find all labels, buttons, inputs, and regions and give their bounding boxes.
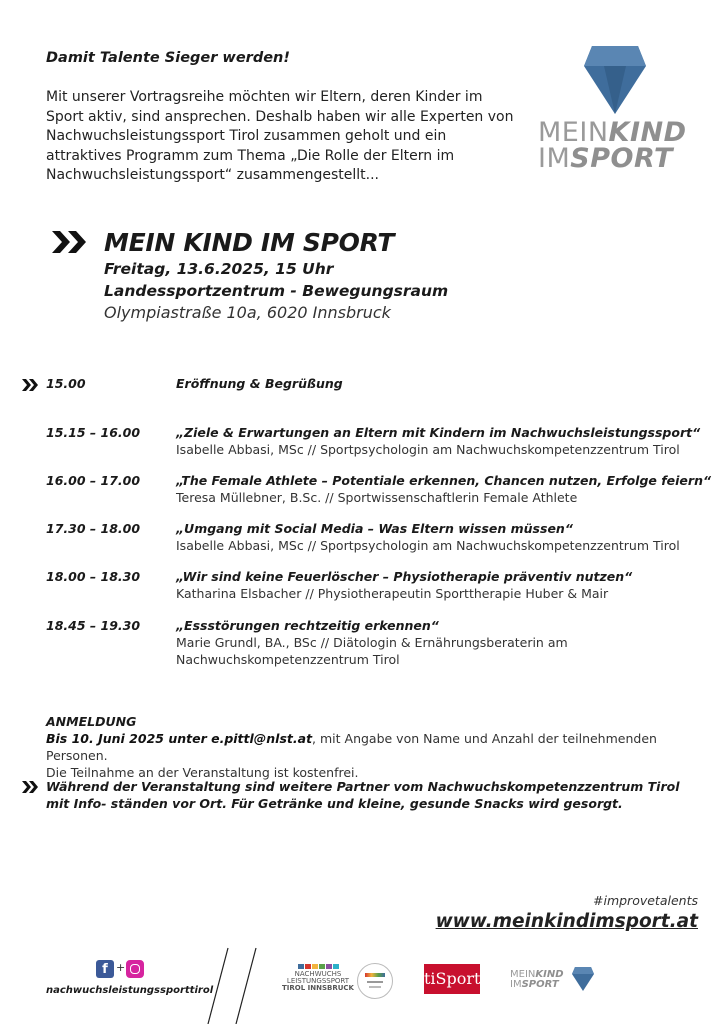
- instagram-icon[interactable]: [126, 960, 144, 978]
- partner-note: Während der Veranstaltung sind weitere Partner vom Nachwuchskompetenzzentrum Tirol mit Info- ständen vor Ort. Für Getränke und kleine, gesunde Snacks wird gesorgt.: [46, 779, 680, 811]
- logo-word: MEIN: [510, 969, 536, 980]
- program-item-title: „Umgang mit Social Media – Was Eltern wissen müssen“: [176, 521, 573, 536]
- registration-fee-note: Die Teilnahme an der Veranstaltung ist kostenfrei.: [46, 765, 359, 780]
- partner-logo-text: NACHWUCHS: [294, 970, 342, 978]
- partner-round-logo: [357, 963, 393, 999]
- program-item-title: „The Female Athlete – Potentiale erkennen, Chancen nutzen, Erfolge feiern“: [176, 473, 712, 488]
- program-item-speaker: Isabelle Abbasi, MSc // Sportpsychologin am Nachwuchskompetenzzentrum Tirol: [176, 442, 680, 457]
- program-item-title: „Wir sind keine Feuerlöscher – Physiotherapie präventiv nutzen“: [176, 569, 633, 584]
- registration-heading: ANMELDUNG: [46, 714, 137, 729]
- registration-text: [46, 730, 686, 781]
- plus-sign: +: [116, 961, 126, 974]
- program-item-speaker: Nachwuchskompetenzzentrum Tirol: [176, 652, 400, 667]
- program-item-time: 16.00 – 17.00: [46, 473, 141, 488]
- program-item-title: „Ziele & Erwartungen an Eltern mit Kindern im Nachwuchsleistungssport“: [176, 425, 701, 440]
- program-item-speaker: Katharina Elsbacher // Physiotherapeutin Sporttherapie Huber & Mair: [176, 586, 609, 601]
- partner-logo-text: TIROL INNSBRUCK: [282, 984, 354, 992]
- website-link[interactable]: www.meinkindimsport.at: [435, 911, 698, 932]
- program-item-time: 18.00 – 18.30: [46, 569, 141, 584]
- program-item-time: 18.45 – 19.30: [46, 618, 141, 633]
- registration-deadline: Bis 10. Juni 2025 unter e.pittl@nlst.at: [46, 731, 313, 746]
- partner-logo-text: LEISTUNGSSPORT: [286, 977, 350, 985]
- nachwuchsleistungssport-logo: [282, 964, 354, 992]
- logo-word: MEIN: [538, 117, 609, 148]
- logo-word: SPORT: [521, 979, 559, 990]
- registration-details: , mit Angabe von Name und Anzahl der teilnehmenden Personen.: [46, 731, 657, 763]
- event-date: Freitag, 13.6.2025, 15 Uhr: [104, 260, 334, 278]
- program-item-speaker: Teresa Müllebner, B.Sc. // Sportwissenschaftlerin Female Athlete: [176, 490, 578, 505]
- divider-slashes: [206, 946, 258, 1024]
- program-item-speaker: Marie Grundl, BA., BSc // Diätologin & Ernährungsberaterin am: [176, 635, 568, 650]
- logo-word: IM: [538, 143, 571, 174]
- double-chevron-icon: [22, 379, 38, 391]
- logo-word: SPORT: [570, 143, 673, 174]
- program-item-speaker: Isabelle Abbasi, MSc // Sportpsychologin am Nachwuchskompetenzzentrum Tirol: [176, 538, 680, 553]
- mein-kind-im-sport-small-logo: [510, 970, 564, 990]
- program-opening-time: 15.00: [46, 376, 86, 391]
- logo-word: KIND: [535, 969, 564, 980]
- event-address: Olympiastraße 10a, 6020 Innsbruck: [104, 303, 391, 322]
- logo-word: IM: [510, 979, 522, 990]
- event-venue: Landessportzentrum - Bewegungsraum: [104, 282, 449, 300]
- program-item-title: „Essstörungen rechtzeitig erkennen“: [176, 618, 439, 633]
- social-handle: nachwuchsleistungssporttirol: [46, 985, 214, 996]
- mein-kind-im-sport-logo: [538, 117, 687, 174]
- hashtag: #improvetalents: [593, 893, 698, 908]
- diamond-logo-icon: [584, 46, 646, 114]
- tisport-logo: tiSport: [424, 964, 480, 994]
- program-item-time: 17.30 – 18.00: [46, 521, 141, 536]
- small-diamond-icon: [572, 967, 594, 991]
- program-opening-title: Eröffnung & Begrüßung: [176, 376, 343, 391]
- logo-word: KIND: [608, 117, 687, 148]
- double-chevron-icon: [52, 231, 88, 253]
- event-title: MEIN KIND IM SPORT: [104, 228, 395, 257]
- double-chevron-icon: [22, 781, 38, 793]
- intro-title: Damit Talente Sieger werden!: [46, 50, 290, 66]
- facebook-icon[interactable]: f: [96, 960, 114, 978]
- intro-text: Mit unserer Vortragsreihe möchten wir Eltern, deren Kinder im Sport aktiv, sind ansprechen. Deshalb haben wir alle Experten von Nachwuchsleistungssport Tirol zusammen geholt und ein attraktives Programm zum Thema „Die Rolle der Eltern im Nachwuchsleistungssport“ zusammengestellt...: [46, 89, 514, 183]
- program-item-time: 15.15 – 16.00: [46, 425, 141, 440]
